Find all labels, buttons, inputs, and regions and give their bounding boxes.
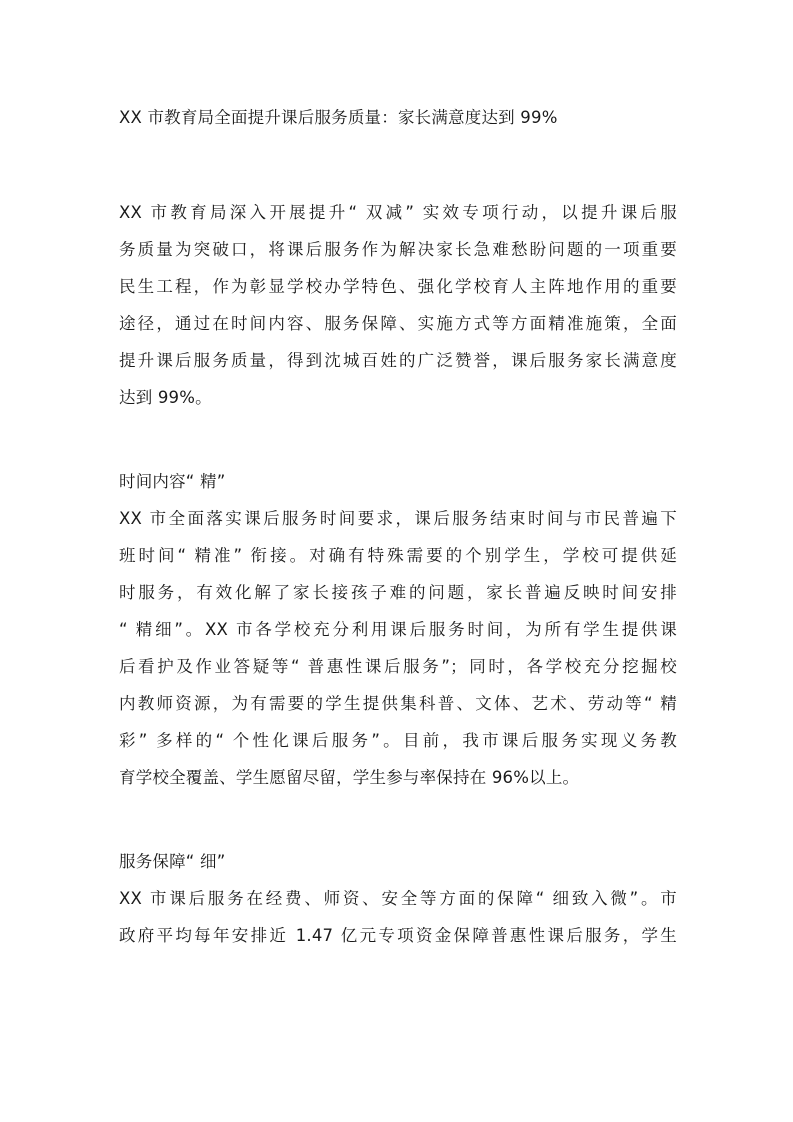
section-heading: 服务保障“ 细” <box>119 852 226 871</box>
paragraph-line: 后看护及作业答疑等“ 普惠性课后服务”；同时，各学校充分挖掘校 <box>119 657 677 676</box>
paragraph-line: 彩” 多样的“ 个性化课后服务”。目前，我市课后服务实现义务教 <box>119 731 677 750</box>
paragraph-line: 务质量为突破口，将课后服务作为解决家长急难愁盼问题的一项重要 <box>119 240 677 259</box>
paragraph-line: XX 市全面落实课后服务时间要求，课后服务结束时间与市民普遍下 <box>119 509 677 528</box>
spacer <box>119 136 677 194</box>
document-body <box>119 99 677 954</box>
paragraph-line: “ 精细”。XX 市各学校充分利用课后服务时间，为所有学生提供课 <box>119 620 677 639</box>
paragraph-line: 提升课后服务质量，得到沈城百姓的广泛赞誉，课后服务家长满意度 <box>119 351 677 370</box>
paragraph-line: 达到 99%。 <box>119 388 212 407</box>
paragraph-line: 政府平均每年安排近 1.47 亿元专项资金保障普惠性课后服务，学生 <box>119 926 677 945</box>
paragraph-line: 内教师资源，为有需要的学生提供集科普、文体、艺术、劳动等“ 精 <box>119 694 677 713</box>
paragraph-line: 时服务，有效化解了家长接孩子难的问题，家长普遍反映时间安排 <box>119 583 677 602</box>
section-heading: 时间内容“ 精” <box>119 472 226 491</box>
document-title: XX 市教育局全面提升课后服务质量：家长满意度达到 99% <box>119 108 558 127</box>
intro-paragraph <box>119 194 677 416</box>
paragraph-line: XX 市课后服务在经费、师资、安全等方面的保障“ 细致入微”。市 <box>119 889 677 908</box>
paragraph-line: XX 市教育局深入开展提升“ 双减” 实效专项行动，以提升课后服 <box>119 203 677 222</box>
section-time-content <box>119 463 677 796</box>
paragraph-line: 育学校全覆盖、学生愿留尽留，学生参与率保持在 96%以上。 <box>119 768 580 787</box>
section-service-support <box>119 843 677 954</box>
paragraph-line: 班时间“ 精准” 衔接。对确有特殊需要的个别学生，学校可提供延 <box>119 546 677 565</box>
spacer <box>119 796 677 843</box>
paragraph-line: 民生工程，作为彰显学校办学特色、强化学校育人主阵地作用的重要 <box>119 277 677 296</box>
spacer <box>119 416 677 463</box>
paragraph-line: 途径，通过在时间内容、服务保障、实施方式等方面精准施策，全面 <box>119 314 677 333</box>
